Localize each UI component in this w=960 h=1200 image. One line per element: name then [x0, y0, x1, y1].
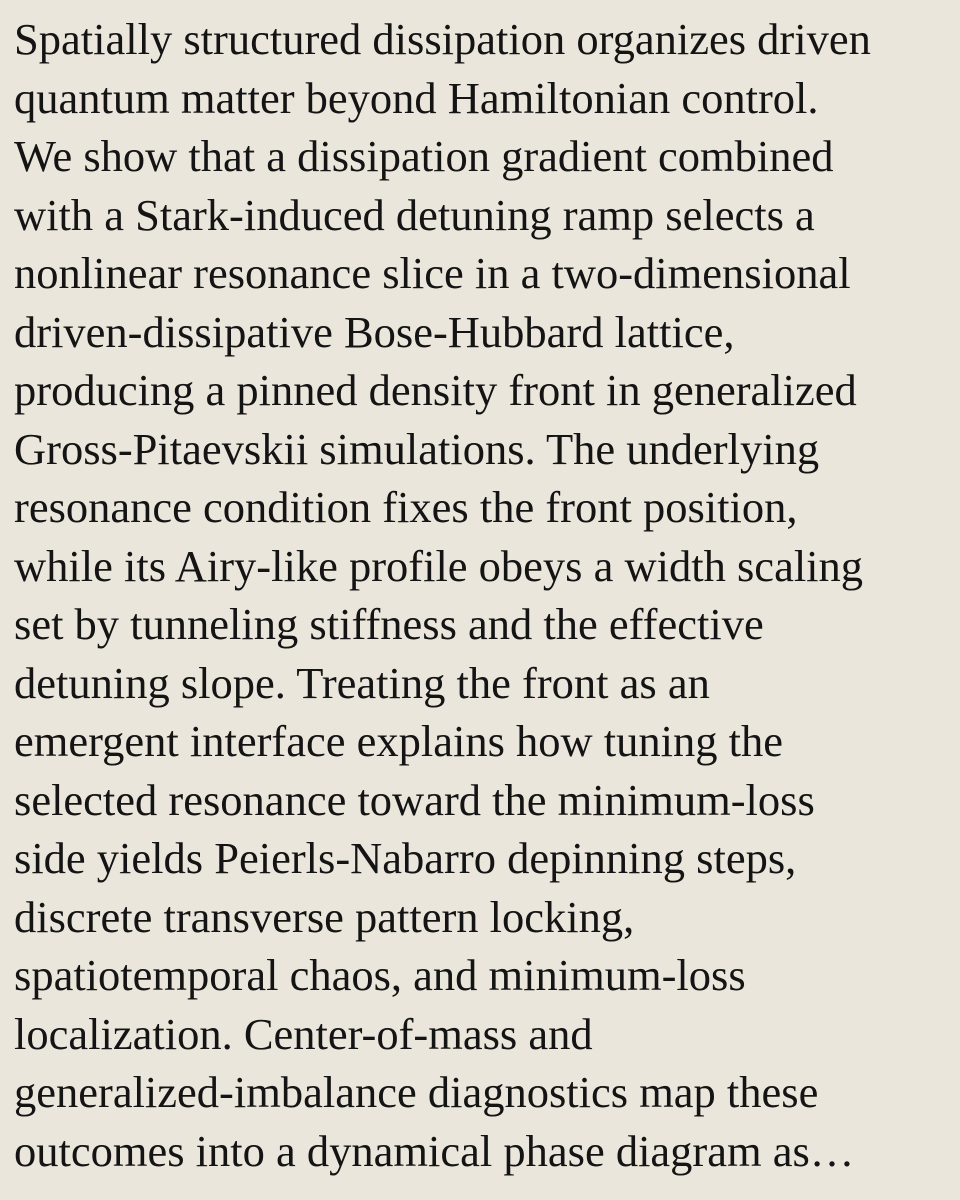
abstract-line: with a Stark-induced detuning ramp selects a: [14, 189, 815, 240]
abstract-line: while its Airy-like profile obeys a width scaling: [14, 540, 864, 591]
abstract-line: spatiotemporal chaos, and minimum-loss: [14, 950, 746, 1000]
abstract-line: discrete transverse pattern locking,: [14, 891, 635, 942]
abstract-line: We show that a dissipation gradient combined: [14, 131, 834, 181]
abstract-line: localization. Center-of-mass and: [14, 1008, 593, 1059]
abstract-line: emergent interface explains how tuning the: [14, 716, 784, 766]
abstract-line: Gross-Pitaevskii simulations. The underlying: [14, 423, 820, 474]
abstract-line: generalized-imbalance diagnostics map these: [14, 1067, 819, 1117]
abstract-line: resonance condition fixes the front position,: [14, 482, 798, 532]
abstract-line: driven-dissipative Bose-Hubbard lattice,: [14, 306, 735, 357]
abstract-line: quantum matter beyond Hamiltonian control.: [14, 72, 819, 123]
abstract-text: [14, 10, 944, 1180]
abstract-line: outcomes into a dynamical phase diagram as…: [14, 1125, 855, 1176]
abstract-line: nonlinear resonance slice in a two-dimensional: [14, 248, 851, 298]
abstract-line: selected resonance toward the minimum-loss: [14, 774, 815, 825]
abstract-line: side yields Peierls-Nabarro depinning steps,: [14, 833, 797, 883]
abstract-line: Spatially structured dissipation organizes driven: [14, 14, 871, 64]
abstract-line: producing a pinned density front in generalized: [14, 365, 857, 415]
abstract-line: detuning slope. Treating the front as an: [14, 657, 710, 708]
abstract-line: set by tunneling stiffness and the effective: [14, 599, 764, 649]
